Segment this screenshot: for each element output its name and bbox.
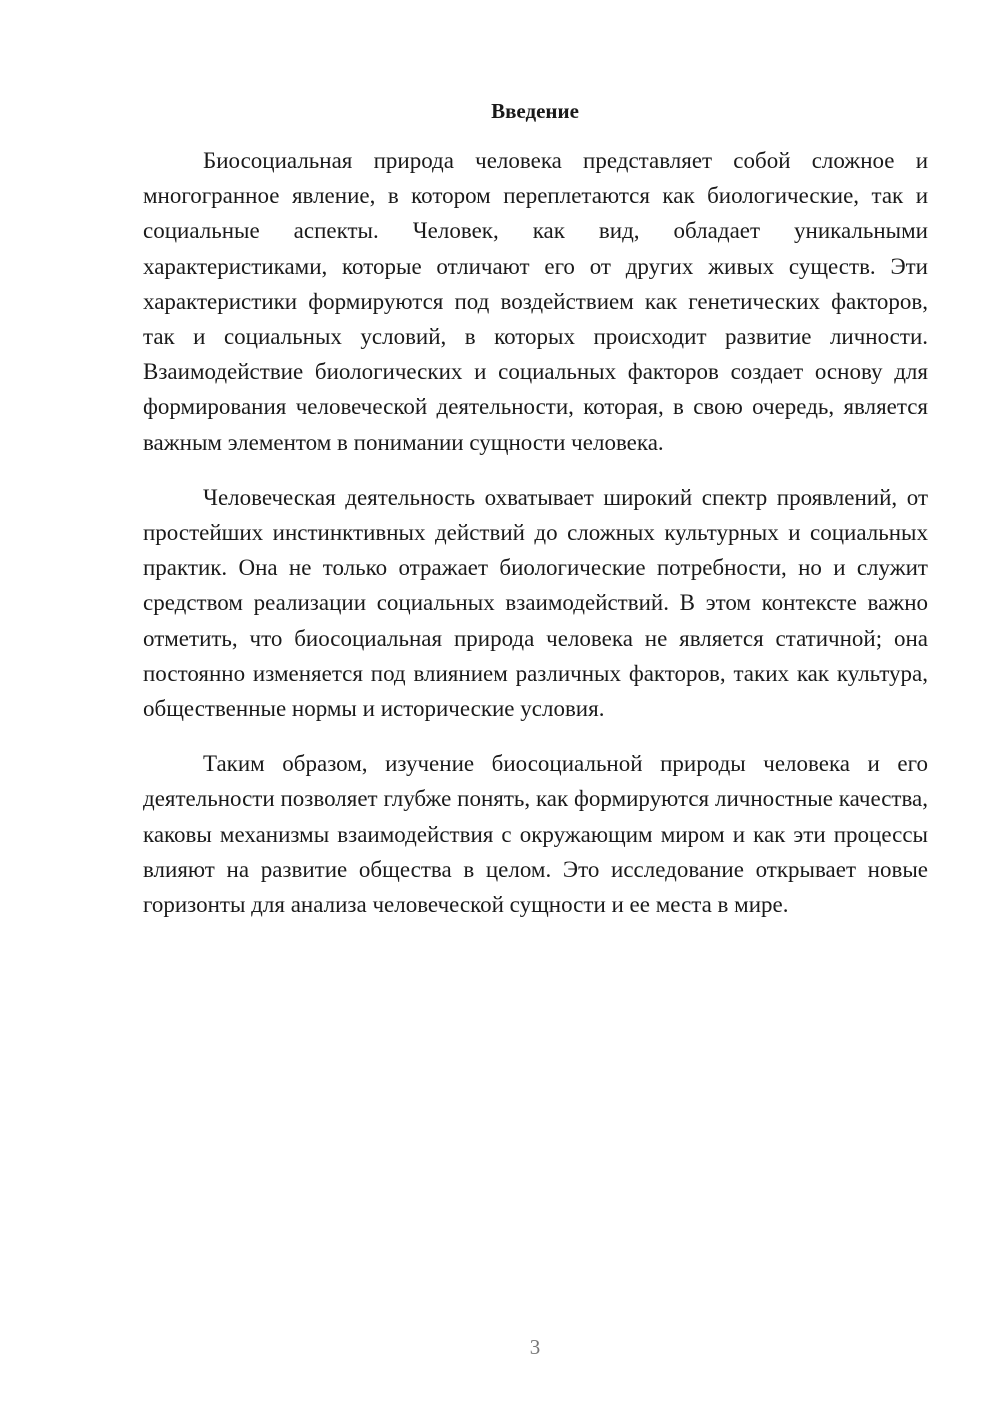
page-title: Введение xyxy=(491,99,579,123)
page-number: 3 xyxy=(529,1335,541,1359)
body-text xyxy=(143,143,928,942)
paragraph-3: Таким образом, изучение биосоциальной природы человека и его деятельности позволяет глубже понять, как формируются личностные качества, каковы механизмы взаимодействия с окружающим миром и как эти процессы влияют на развитие общества в целом. Это исследование открывает новые горизонты для анализа человеческой сущности и ее места в мире. xyxy=(143,751,928,918)
paragraph-2: Человеческая деятельность охватывает широкий спектр проявлений, от простейших инстинктивных действий до сложных культурных и социальных практик. Она не только отражает биологические потребности, но и служит средством реализации социальных взаимодействий. В этом контексте важно отметить, что биосоциальная природа человека не является статичной; она постоянно изменяется под влиянием различных факторов, таких как культура, общественные нормы и исторические условия. xyxy=(143,484,928,722)
paragraph-1: Биосоциальная природа человека представляет собой сложное и многогранное явление, в котором переплетаются как биологические, так и социальные аспекты. Человек, как вид, обладает уникальными характеристиками, которые отличают его от других живых существ. Эти характеристики формируются под воздействием как генетических факторов, так и социальных условий, в которых происходит развитие личности. Взаимодействие биологических и социальных факторов создает основу для формирования человеческой деятельности, которая, в свою очередь, является важным элементом в понимании сущности человека. xyxy=(143,148,928,455)
